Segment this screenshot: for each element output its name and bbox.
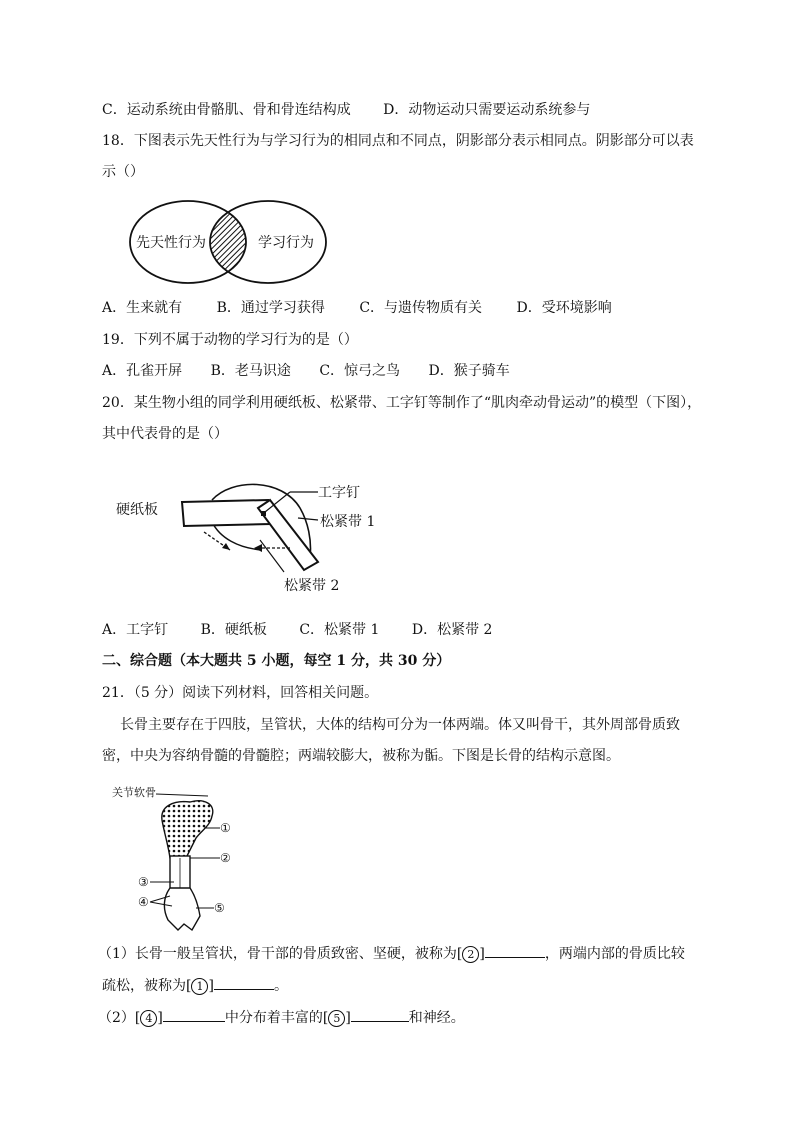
q21-long-bone-diagram xyxy=(112,784,252,934)
q20-muscle-model-diagram xyxy=(112,470,392,600)
q21-sub2-marker: 4 xyxy=(140,1010,157,1027)
q19-option-b: B．老马识途 xyxy=(210,363,291,379)
bone-label-5: ⑤ xyxy=(214,901,225,915)
q18-options-row xyxy=(102,298,612,318)
bone-label-3: ③ xyxy=(138,875,149,889)
q20-option-a: A．工字钉 xyxy=(102,622,169,638)
bone-proximal-end xyxy=(162,801,213,858)
q21-stem: 21．（5 分）阅读下列材料，回答相关问题。 xyxy=(102,685,379,701)
model-label-board: 硬纸板 xyxy=(116,502,158,518)
q21-sub1-text-e: ] xyxy=(208,978,214,994)
q21-sub1-blank-1[interactable] xyxy=(485,943,545,958)
q19-option-a: A．孔雀开屏 xyxy=(102,363,183,379)
q21-sub1-line1 xyxy=(98,943,685,964)
q17-option-c: C．运动系统由骨骼肌、骨和骨连结构成 xyxy=(102,102,351,118)
q21-sub2-line xyxy=(98,1007,465,1028)
section2-heading: 二、综合题（本大题共 5 小题，每空 1 分，共 30 分） xyxy=(102,653,451,669)
venn-left-label: 先天性行为 xyxy=(136,235,206,251)
leader-band1 xyxy=(298,518,318,520)
q21-sub2-marker-2: 5 xyxy=(328,1010,345,1027)
q20-stem-line2: 其中代表骨的是（） xyxy=(102,426,228,442)
model-arrow-2-head xyxy=(254,544,262,552)
q18-option-c: C．与遗传物质有关 xyxy=(359,300,483,316)
q19-stem: 19．下列不属于动物的学习行为的是（） xyxy=(102,332,358,348)
q21-sub2-text-c: 中分布着丰富的[ xyxy=(224,1010,329,1026)
q21-paragraph-line2: 密，中央为容纳骨髓的骨髓腔；两端较膨大，被称为骺。下图是长骨的结构示意图。 xyxy=(102,748,620,764)
q21-sub1-marker: 2 xyxy=(462,946,479,963)
model-label-band1: 松紧带 1 xyxy=(320,514,376,530)
q21-sub2-text-a: （2）[ xyxy=(98,1010,141,1026)
q21-sub2-text-e: 和神经。 xyxy=(408,1010,465,1026)
q21-sub1-text-b: ] xyxy=(479,946,485,962)
model-board-upper xyxy=(182,500,270,526)
q20-stem-line1: 20．某生物小组的同学利用硬纸板、松紧带、工字钉等制作了“肌肉牵动骨运动”的模型（下图）， xyxy=(102,395,702,411)
q21-paragraph-line1: 长骨主要存在于四肢，呈管状，大体的结构可分为一体两端。体又叫骨干，其外周部骨质致 xyxy=(120,717,680,733)
bone-distal-end xyxy=(164,888,200,930)
q18-venn-diagram xyxy=(128,196,338,288)
q21-sub1-text-f: 。 xyxy=(273,978,288,994)
bone-label-1: ① xyxy=(220,821,231,835)
q21-sub1-line2 xyxy=(102,975,288,996)
bone-label-2: ② xyxy=(220,851,231,865)
bone-label-cartilage: 关节软骨 xyxy=(112,786,156,799)
leader-band2 xyxy=(260,540,284,572)
model-lower-outline xyxy=(212,522,262,550)
q21-sub1-text-c: ，两端内部的骨质比较 xyxy=(544,946,685,962)
q21-sub1-text-a: （1）长骨一般呈管状，骨干部的骨质致密、坚硬，被称为[ xyxy=(98,946,463,962)
q21-sub2-text-b: ] xyxy=(157,1010,163,1026)
q20-option-c: C．松紧带 1 xyxy=(299,622,380,638)
q17-option-d: D．动物运动只需要运动系统参与 xyxy=(383,102,591,118)
model-arrow-1-head xyxy=(222,543,230,550)
q17-options-row xyxy=(102,100,590,120)
leader-cartilage xyxy=(156,794,208,796)
bone-label-4: ④ xyxy=(138,895,149,909)
q19-option-c: C．惊弓之鸟 xyxy=(319,363,401,379)
q18-stem-line2: 示（） xyxy=(102,164,144,180)
venn-right-label: 学习行为 xyxy=(258,235,314,251)
q21-sub2-blank-1[interactable] xyxy=(163,1007,225,1022)
q20-option-b: B．硬纸板 xyxy=(200,622,267,638)
q19-options-row xyxy=(102,361,510,381)
q21-sub2-blank-2[interactable] xyxy=(351,1007,409,1022)
q20-options-row xyxy=(102,620,492,640)
q18-option-d: D．受环境影响 xyxy=(516,300,612,316)
q21-sub1-blank-2[interactable] xyxy=(214,975,274,990)
q20-option-d: D．松紧带 2 xyxy=(411,622,493,638)
q18-option-b: B．通过学习获得 xyxy=(216,300,325,316)
q21-sub1-text-d: 疏松，被称为[ xyxy=(102,978,192,994)
q21-sub1-marker-2: 1 xyxy=(191,978,208,995)
q21-sub2-text-d: ] xyxy=(345,1010,351,1026)
model-label-band2: 松紧带 2 xyxy=(284,578,340,594)
q18-option-a: A．生来就有 xyxy=(102,300,183,316)
q18-stem-line1: 18．下图表示先天性行为与学习行为的相同点和不同点，阴影部分表示相同点。阴影部分可以表 xyxy=(102,133,694,149)
model-label-pin: 工字钉 xyxy=(318,485,360,501)
q19-option-d: D．猴子骑车 xyxy=(428,363,510,379)
